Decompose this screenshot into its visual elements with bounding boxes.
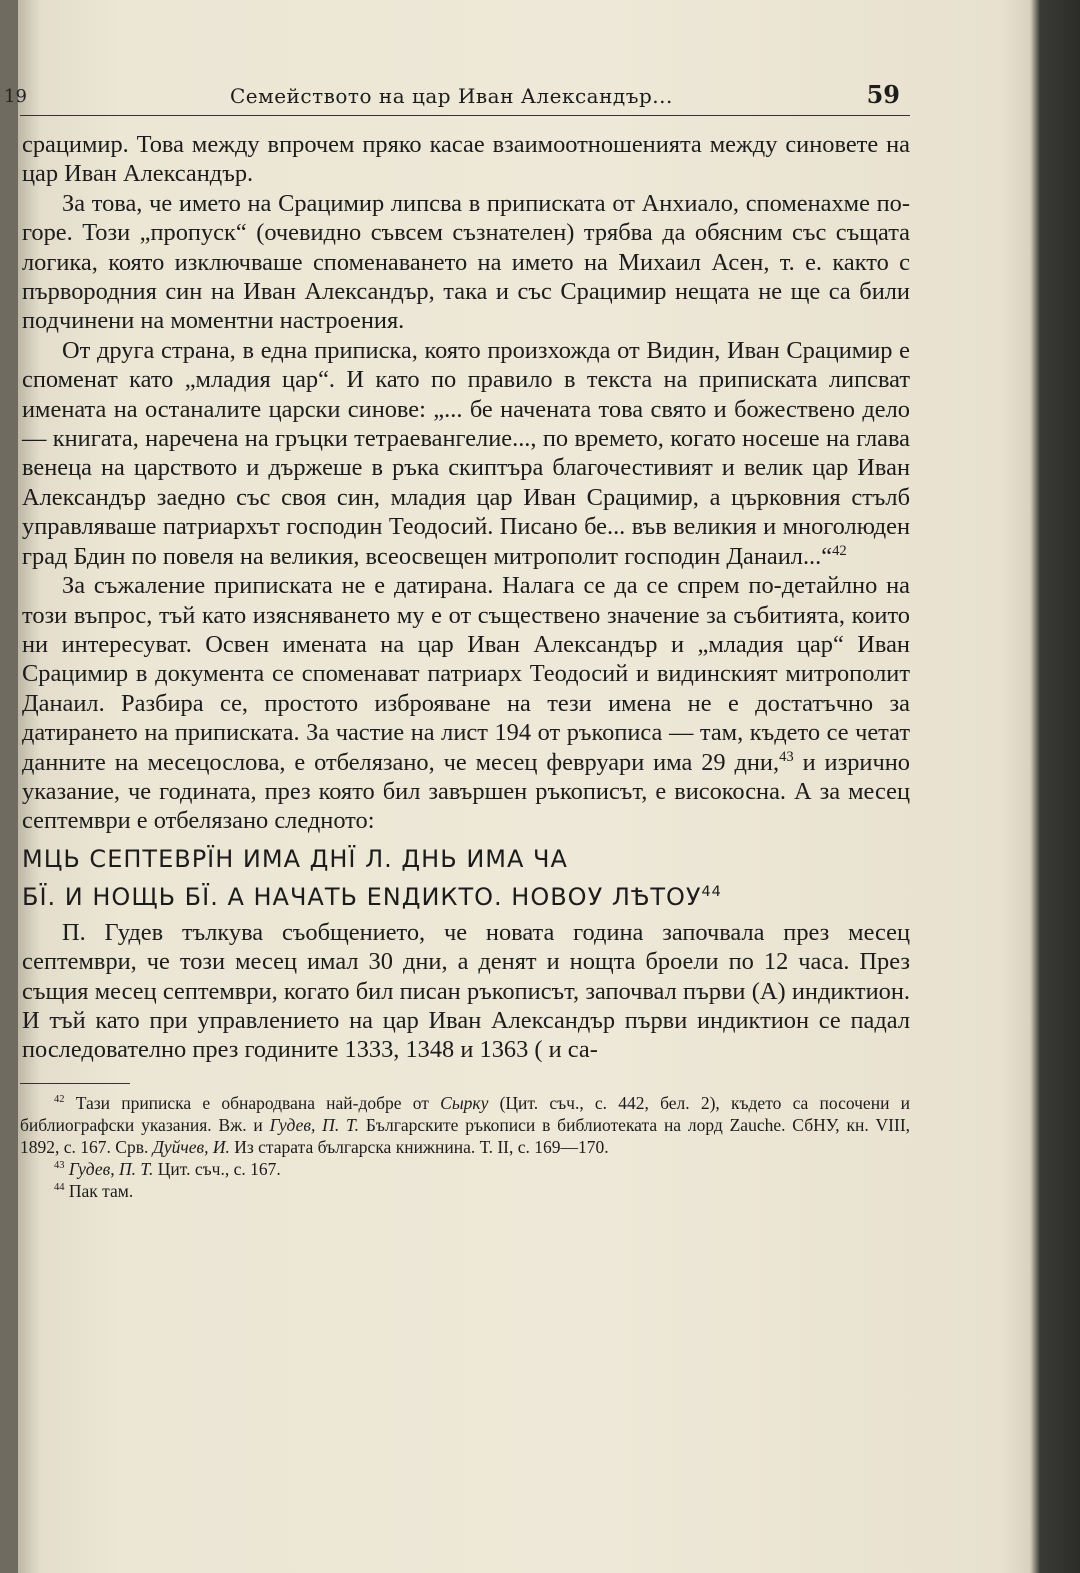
paragraph-2: За това, че името на Срацимир липсва в приписката от Анхиало, споменахме по-горе. Този „пропуск“ (очевидно съвсем съзнателен) трябва да обясним със същата логика, която изключваше споменаването на името на Михаил Асен, т. е. както с първородния син на Иван Александър, така и със Срацимир нещата не ще са били подчинени на моментни настроения. [22, 189, 910, 335]
footnote-text: Из старата българска книжнина. Т. II, с. 169—170. [234, 1136, 609, 1157]
slavonic-line-2 [22, 878, 910, 916]
page-number: 59 [866, 80, 900, 109]
footnote-author: Дуйчев, И. [152, 1136, 230, 1157]
footnote-text: Българските ръкописи в библиотеката на лорд Zauche. СбНУ, кн. VIII, 1892, с. 167. Срв. [20, 1114, 911, 1157]
paragraph-4-text: За съжаление приписката не е датирана. Налага се да се спрем по-детайлно на този въпрос, тъй като изясняването му е от съществено значение за събитията, които ни интересуват. Освен имената на цар Иван Александър и „младия цар“ Иван Срацимир в документа се споменават патриарх Теодосий и видинският митрополит Данаил. Разбира се, простото изброяване на тези имена не е достатъчно за датирането на приписката. За частие на лист 194 от ръкописа — там, където се четат данните на месецослова, е отбелязано, че месец февруари има 29 дни, [22, 572, 910, 776]
running-title: Семейството на цар Иван Александър... [230, 84, 673, 108]
paragraph-3-text: От друга страна, в една приписка, която произхожда от Видин, Иван Срацимир е споменат като „младия цар“. И като по правило в текста на приписката липсват имената на останалите царски синове: „... бе начената това свято и божествено дело — книгата, наречена на гръцки тетраевангелие..., по времето, когато носеше на глава венеца на царството и държеше в ръка скиптъра благочестивият и велик цар Иван Александър заедно със своя син, младия цар Иван Срацимир, а църковния стълб управляваше патриархът господин Теодосий. Писано бе... във великия и многолюден град Бдин по повеля на великия, всеосвещен митрополит господин Данаил...“ [22, 336, 910, 570]
body-text [20, 130, 910, 1065]
footnote-text: Тази приписка е обнародвана най-добре от [75, 1092, 429, 1113]
slavonic-line-2-text: БЇ. И НОЩЬ БЇ. А НАЧАТЬ ЕNДИКТО. НОВОУ ЛѢТОУ [22, 882, 702, 911]
footnote-author: Гудев, П. Т. [68, 1158, 154, 1179]
footnote-42 [20, 1092, 910, 1158]
footnotes [20, 1092, 910, 1202]
paragraph-4-continued: и изрично указание, че годината, през която бил завършен ръкописът, е високосна. А за месец септември е отбелязано следното: [22, 748, 910, 835]
page-content [20, 72, 910, 1202]
previous-page-number: 19 [4, 86, 27, 107]
footnote-author: Гудев, П. Т. [269, 1114, 360, 1135]
paragraph-5: П. Гудев тълкува съобщението, че новата година започвала през месец септември, че този месец имал 30 дни, а денят и нощта броели по 12 часа. През същия месец септември, когато бил писан ръкописът, започвал първи (А) индиктион. И тъй като при управлението на цар Иван Александър първи индиктион се падал последователно през годините 1333, 1348 и 1363 ( и са- [22, 918, 910, 1064]
slavonic-quote [22, 840, 910, 916]
slavonic-line-1: МЦЬ СЕПТЕВРЇН ИМА ДНЇ Л. ДНЬ ИМА ЧА [22, 844, 568, 873]
paragraph-3 [22, 336, 910, 571]
paragraph-1: срацимир. Това между впрочем пряко касае взаимоотношенията между синовете на цар Иван Александър. [22, 131, 910, 188]
footnote-ref-43: 43 [779, 748, 794, 765]
footnote-text: Цит. съч., с. 167. [157, 1158, 281, 1179]
footnote-text: Пак там. [68, 1180, 134, 1201]
footnote-author: Сырку [440, 1092, 489, 1113]
paragraph-4 [22, 571, 910, 836]
footnote-43 [20, 1158, 910, 1180]
running-header [20, 72, 910, 116]
footnote-number: 42 [54, 1093, 65, 1105]
footnote-ref-44: 44 [701, 883, 722, 900]
footnote-text: (Цит. съч., с. 442, бел. 2), където са посочени и библиографски указания. Вж. и [20, 1092, 910, 1135]
footnote-44 [20, 1180, 910, 1202]
footnote-divider [20, 1083, 130, 1084]
footnote-number: 44 [54, 1181, 65, 1193]
footnote-ref-42: 42 [832, 542, 847, 559]
previous-page-edge [0, 0, 18, 1573]
footnote-number: 43 [54, 1159, 65, 1171]
